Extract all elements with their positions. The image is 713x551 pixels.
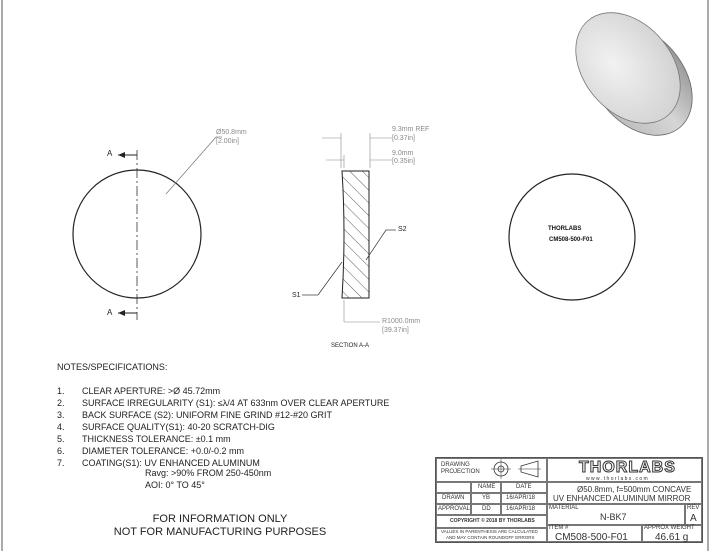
rev-value: A — [690, 513, 697, 524]
approval-label: APPROVAL — [438, 506, 470, 512]
mirror-cross-section — [342, 171, 369, 298]
thickness-mm-label: 9.0mm — [392, 150, 414, 157]
drawn-label: DRAWN — [442, 495, 465, 501]
front-view — [73, 137, 222, 320]
coating-ravg: Ravg: >90% FROM 250-450nm — [145, 468, 272, 478]
description-line-2: UV ENHANCED ALUMINUM MIRROR — [553, 494, 691, 503]
ref-thickness-mm-label: 9.3mm REF — [392, 126, 430, 133]
drawn-date: 16/APR/18 — [506, 495, 536, 501]
info-line-2: NOT FOR MANUFACTURING PURPOSES — [113, 526, 327, 538]
approval-date: 16/APR/18 — [506, 506, 536, 512]
coating-aoi: AOI: 0° TO 45° — [145, 480, 205, 490]
section-view — [302, 133, 396, 322]
date-header: DATE — [516, 484, 532, 490]
name-header: NAME — [478, 484, 496, 490]
title-block — [435, 457, 703, 543]
info-line-1: FOR INFORMATION ONLY — [152, 513, 288, 525]
section-marker-top: A — [107, 149, 113, 158]
drawing-projection-label: DRAWING PROJECTION — [441, 462, 480, 475]
drawing-sheet: A A Ø50.8mm [2.00in] 9.3mm REF [0.37in] 9.0mm [0.35in] S2 S1 R1000.0mm [39.37in] SECTION A-A THORLABS CM508-500-F01 NOTES/SPECIFICATIONS: 1. CLEAR APERTURE: >Ø 45.72mm 2. SURFACE IRREGULARITY (S1): ≤λ/4 AT 633nm OVER CLEAR APERTURE 3. BACK SURFACE (S2): UNIFORM FINE GRIND #12-#20 GRIT 4. SURFACE QUALITY(S1): 40-20 SCRATCH-DIG 5. THICKNESS TOLERANCE: ±0.1 mm 6. DIAMETER TOLERANCE: +0.0/-0.2 mm 7. COATING(S1): UV ENHANCED ALUMINUM Ravg: >90% FROM 250-450nm AOI: 0° TO 45° FOR INFORMATION ONLY NOT FOR MANUFACTURING PURPOSES DRAWING PROJECTION NAME DATE DRAWN YB 16/APR/18 APPROVAL DD 16/APR/18 COPYRIGHT © 2018 BY THORLABS VALUES IN PARENTHESIS ARE CALCULATED AND MAY CONTAIN ROUNDOFF ERRORS THORLABS w w w . t h o r l a b s . c o m Ø50.8mm, f=500mm CONCAVE UV ENHANCED ALUMINUM MIRROR MATERIAL N-BK7 REV A ITEM # CM508-500-F01 APPROX WEIGHT 46.61 g — [0, 0, 713, 551]
material-value: N-BK7 — [600, 512, 627, 522]
disclaimer-line-2: AND MAY CONTAIN ROUNDOFF ERRORS — [446, 535, 535, 540]
description-line-1: Ø50.8mm, f=500mm CONCAVE — [577, 485, 692, 494]
diameter-mm-label: Ø50.8mm — [216, 129, 247, 136]
engraving-part-number: CM508-500-F01 — [549, 237, 593, 243]
section-title: SECTION A-A — [331, 343, 370, 349]
website: w w w . t h o r l a b s . c o m — [586, 476, 648, 482]
approval-name: DD — [482, 506, 491, 512]
weight-value: 46.61 g — [655, 532, 689, 543]
section-marker-bottom: A — [107, 308, 113, 317]
ref-thickness-in-label: [0.37in] — [392, 135, 415, 142]
drawn-name: YB — [482, 495, 491, 501]
radius-in-label: [39.37in] — [382, 327, 409, 334]
thickness-in-label: [0.35in] — [392, 158, 415, 165]
material-label: MATERIAL — [549, 505, 579, 511]
info-disclaimer — [100, 513, 340, 539]
item-label: ITEM # — [549, 525, 569, 531]
diameter-leader — [166, 137, 216, 194]
weight-label: APPROX WEIGHT — [644, 525, 695, 531]
s2-label: S2 — [398, 226, 407, 233]
iso-view — [554, 0, 713, 156]
thorlabs-logo: THORLABS — [579, 459, 676, 476]
engraving-brand: THORLABS — [548, 226, 582, 232]
s1-label: S1 — [292, 292, 301, 299]
item-value: CM508-500-F01 — [555, 532, 628, 543]
disclaimer-line-1: VALUES IN PARENTHESIS ARE CALCULATED — [441, 529, 538, 534]
diameter-in-label: [2.00in] — [216, 138, 239, 145]
notes-title: NOTES/SPECIFICATIONS: — [57, 362, 168, 372]
rev-label: REV — [687, 505, 700, 511]
radius-mm-label: R1000.0mm — [382, 318, 421, 325]
copyright: COPYRIGHT © 2018 BY THORLABS — [450, 518, 535, 524]
